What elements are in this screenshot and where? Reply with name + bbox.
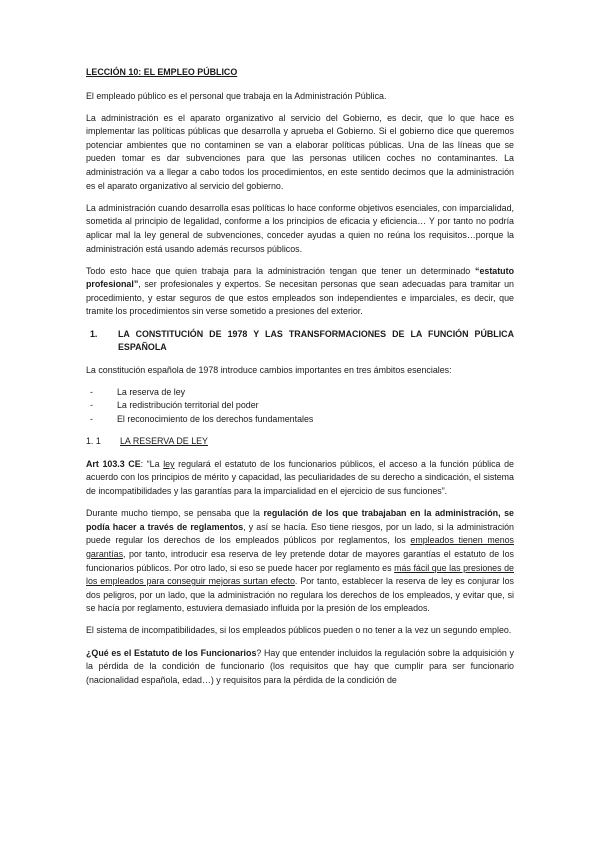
paragraph-regulation xyxy=(86,507,514,616)
paragraph-statute-question xyxy=(86,647,514,688)
text-run: regulará el estatuto de los funcionarios públicos, el acceso a la función pública de acuerdo con los principios de mérito y capacidad, las peculiaridades de su derecho a sindicación, el sistema de incompatibilidades y las garantías para la imparcialidad en el ejercicio de sus funciones”. xyxy=(86,458,514,497)
text-run: . Por tanto, establecer la reserva de ley es conjurar los dos peligros, por un lado, que la administración no regulara los derechos de los empleados, y evitar que, si se hacía por reglamento, estuviera demasiado influida por la presión de los empleados. xyxy=(86,576,514,614)
text-run: Durante mucho tiempo, se pensaba que la xyxy=(86,508,264,519)
text-run: ? Hay que entender incluidos la regulación sobre la adquisición y la pérdida de la condición de funcionario (los requisitos que hay que cumplir para ser funcionario (nacionalidad española, edad…) y requisitos para la pérdida de la condición de xyxy=(86,647,514,685)
paragraph-constitution: La constitución española de 1978 introduce cambios importantes en tres ámbitos esenciales: xyxy=(86,364,452,375)
list-item-text: La reserva de ley xyxy=(117,386,186,397)
list-item-text: El reconocimiento de los derechos fundamentales xyxy=(117,413,314,424)
paragraph-principles: La administración cuando desarrolla esas políticas lo hace conforme objetivos esenciales, con imparcialidad, sometida al principio de legalidad, conforme a los principios de eficacia y eficiencia… Y por tanto no podría aplicar mal la ley general de subvenciones, conceder ayudas a quien no reúna los requisitos…porque la administración está usando además recursos públicos. xyxy=(86,202,514,254)
list-item-text: La redistribución territorial del poder xyxy=(117,400,259,411)
text-run: : “La xyxy=(140,458,164,469)
paragraph-administration: La administración es el aparato organizativo al servicio del Gobierno, es decir, que lo que hace es implementar las políticas públicas que desarrolla y aprueba el Gobierno. Si el gobierno dice que queremos potenciar ambientes que no contaminen se van a elaborar políticas públicas. Una de las líneas que se pueden tomar es dar subvenciones para que las personas utilicen coches no contaminantes. La administración va a llegar a cabo todos los procedimientos, en este sentido decimos que la administración es el aparato organizativo al servicio del gobierno. xyxy=(86,112,514,191)
document-page xyxy=(86,66,514,696)
text-run: , y así se hacía. Eso tiene riesgos, por un lado, si la administración puede regular los derechos de los empleados públicos por reglamentos, los xyxy=(86,521,514,546)
section-number: 1. xyxy=(90,328,98,339)
dash-marker: - xyxy=(90,386,93,397)
bold-regulation-phrase: regulación de los que trabajaban en la administración, se podía hacer a través de reglamentos xyxy=(86,508,514,532)
paragraph-incompatibilities: El sistema de incompatibilidades, si los empleados públicos pueden o no tener a la vez un segundo empleo. xyxy=(86,625,512,636)
underlined-term-ley: ley xyxy=(163,458,175,469)
section-heading-1 xyxy=(86,328,514,355)
text-run: Todo esto hace que quien trabaja para la administración tengan que tener un determinado xyxy=(86,265,476,276)
underlined-pressure-phrase: más fácil que las presiones de los empleados para conseguir mejoras surtan efecto xyxy=(86,562,514,587)
text-run: , por tanto, introducir esa reserva de ley pretende dotar de mayores garantías el estatuto de los funcionarios públicos. Por otro lado, si eso se puede hacer por reglamento es xyxy=(86,548,514,573)
underlined-fewer-guarantees: empleados tienen menos garantías xyxy=(86,535,514,559)
subsection-heading xyxy=(86,435,514,449)
bold-statute-question: ¿Qué es el Estatuto de los Funcionarios xyxy=(86,647,257,658)
lesson-title: LECCIÓN 10: EL EMPLEO PÚBLICO xyxy=(86,67,238,77)
paragraph-definition: El empleado público es el personal que trabaja en la Administración Pública. xyxy=(86,90,387,101)
paragraph-article-103 xyxy=(86,458,514,499)
subsection-title: LA RESERVA DE LEY xyxy=(120,436,208,447)
bold-term-estatuto: “estatuto profesional” xyxy=(86,265,514,290)
list-item xyxy=(86,413,514,427)
paragraph-professional-statute xyxy=(86,265,514,319)
list-item xyxy=(86,386,514,400)
subsection-number: 1. 1 xyxy=(86,436,101,447)
text-run: , ser profesionales y expertos. Se necesitan personas que sean adecuadas para tramitar un procedimiento, y estar seguros de que estos empleados son independientes e imparciales, es decir, que tramite los procedimientos sin verse sometido a presiones del exterior. xyxy=(86,279,514,317)
list-item xyxy=(86,399,514,413)
dash-marker: - xyxy=(90,400,93,411)
dash-marker: - xyxy=(90,413,93,424)
section-title: LA CONSTITUCIÓN DE 1978 Y LAS TRANSFORMACIONES DE LA FUNCIÓN PÚBLICA ESPAÑOLA xyxy=(118,328,514,353)
bold-article-ref: Art 103.3 CE xyxy=(86,458,141,469)
dash-list xyxy=(86,386,514,427)
